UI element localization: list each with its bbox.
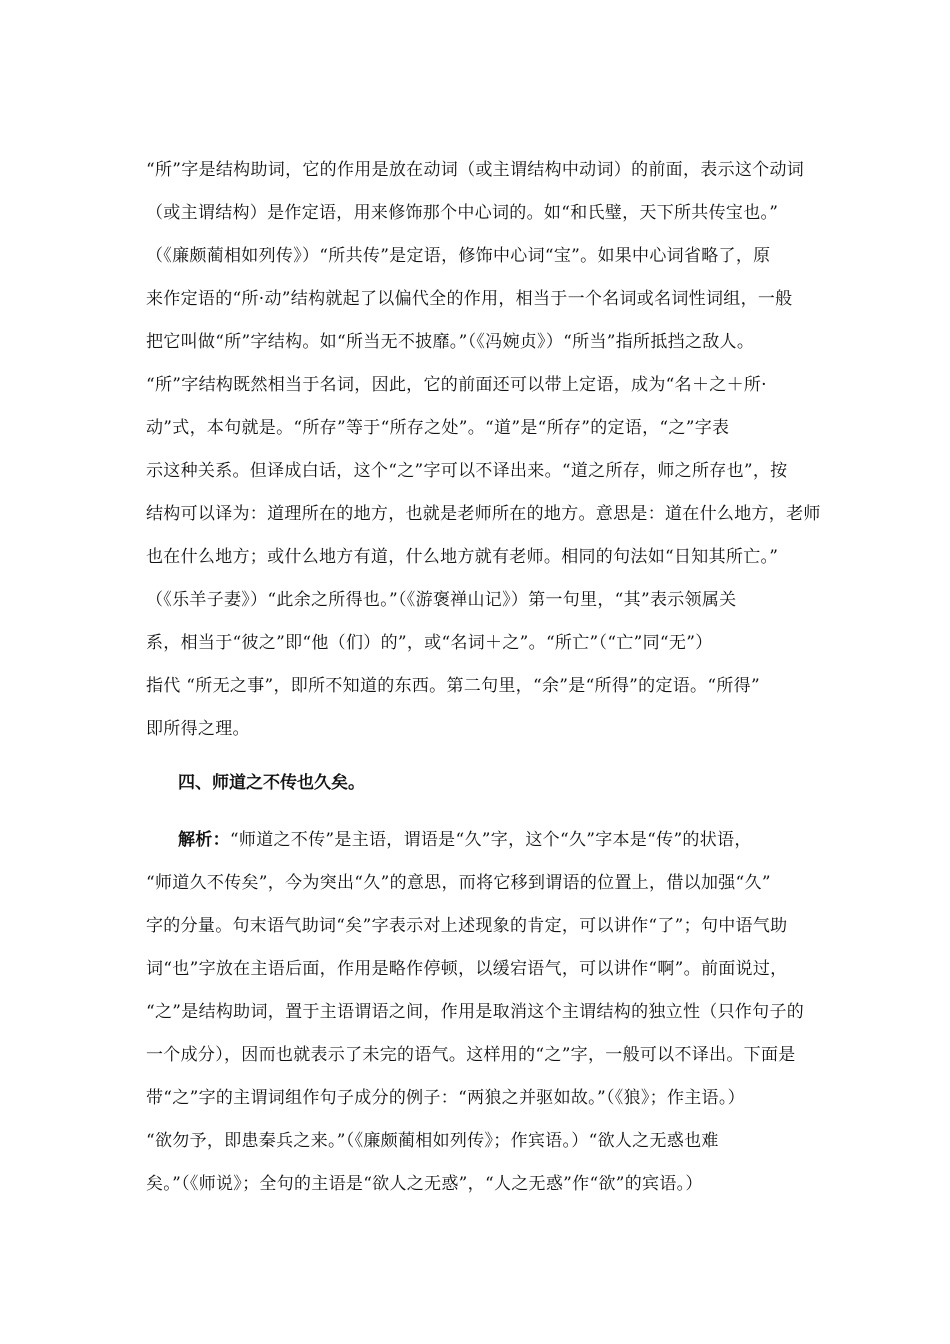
paragraph-line: “欲勿予，即患秦兵之来。”（《廉颇蔺相如列传》；作宾语。）“欲人之无惑也难 (146, 1131, 719, 1151)
paragraph-line: 矣。”（《师说》；全句的主语是“欲人之无惑”，“人之无惑”作“欲”的宾语。） (146, 1174, 703, 1194)
paragraph-line: （《廉颇蔺相如列传》）“所共传”是定语，修饰中心词“宝”。如果中心词省略了，原 (146, 246, 771, 266)
paragraph-line: 结构可以译为：道理所在的地方，也就是老师所在的地方。意思是：道在什么地方，老师 (146, 504, 821, 524)
paragraph-line: 动”式，本句就是。“所存”等于“所存之处”。“道”是“所存”的定语，“之”字表 (146, 418, 730, 438)
paragraph-line: “所”字是结构助词，它的作用是放在动词（或主谓结构中动词）的前面，表示这个动词 (146, 160, 805, 180)
analysis-first-line (178, 827, 828, 853)
paragraph-line: 带“之”字的主谓词组作句子成分的例子：“两狼之并驱如故。”（《狼》；作主语。） (146, 1088, 745, 1108)
paragraph-line: “之”是结构助词，置于主语谓语之间，作用是取消这个主谓结构的独立性（只作句子的 (146, 1002, 805, 1022)
paragraph-line: 系，相当于“彼之”即“他（们）的”，或“名词＋之”。“所亡”（“亡”同“无”） (146, 633, 713, 653)
paragraph-line: “师道久不传矣”，今为突出“久”的意思，而将它移到谓语的位置上，借以加强“久” (146, 873, 771, 893)
paragraph-line: 字的分量。句末语气助词“矣”字表示对上述现象的肯定，可以讲作“了”；句中语气助 (146, 916, 788, 936)
paragraph-line: 指代 “所无之事”，即所不知道的东西。第二句里，“余”是“所得”的定语。“所得” (146, 676, 760, 696)
paragraph-line: 即所得之理。 (146, 719, 250, 739)
paragraph-line: （或主谓结构）是作定语，用来修饰那个中心词的。如“和氏璧，天下所共传宝也。” (146, 203, 779, 223)
paragraph-line: （《乐羊子妻》）“此余之所得也。”（《游褒禅山记》）第一句里，“其”表示领属关 (146, 590, 737, 610)
analysis-text: “师道之不传”是主语，谓语是“久”字，这个“久”字本是“传”的状语， (229, 830, 752, 850)
paragraph-line: “所”字结构既然相当于名词，因此，它的前面还可以带上定语，成为“名＋之＋所· (146, 375, 767, 395)
section-heading: 四、师道之不传也久矣。 (178, 773, 365, 793)
paragraph-line: 示这种关系。但译成白话，这个“之”字可以不译出来。“道之所存，师之所存也”，按 (146, 461, 788, 481)
paragraph-line: 也在什么地方；或什么地方有道，什么地方就有老师。相同的句法如“日知其所亡。” (146, 547, 779, 567)
paragraph-line: 词“也”字放在主语后面，作用是略作停顿，以缓宕语气，可以讲作“啊”。前面说过， (146, 959, 788, 979)
analysis-label: 解析： (178, 830, 230, 850)
paragraph-line: 把它叫做“所”字结构。如“所当无不披靡。”（《冯婉贞》）“所当”指所抵挡之敌人。 (146, 332, 755, 352)
paragraph-line: 一个成分），因而也就表示了未完的语气。这样用的“之”字，一般可以不译出。下面是 (146, 1045, 796, 1065)
paragraph-line: 来作定语的“所·动”结构就起了以偏代全的作用，相当于一个名词或名词性词组，一般 (146, 289, 793, 309)
